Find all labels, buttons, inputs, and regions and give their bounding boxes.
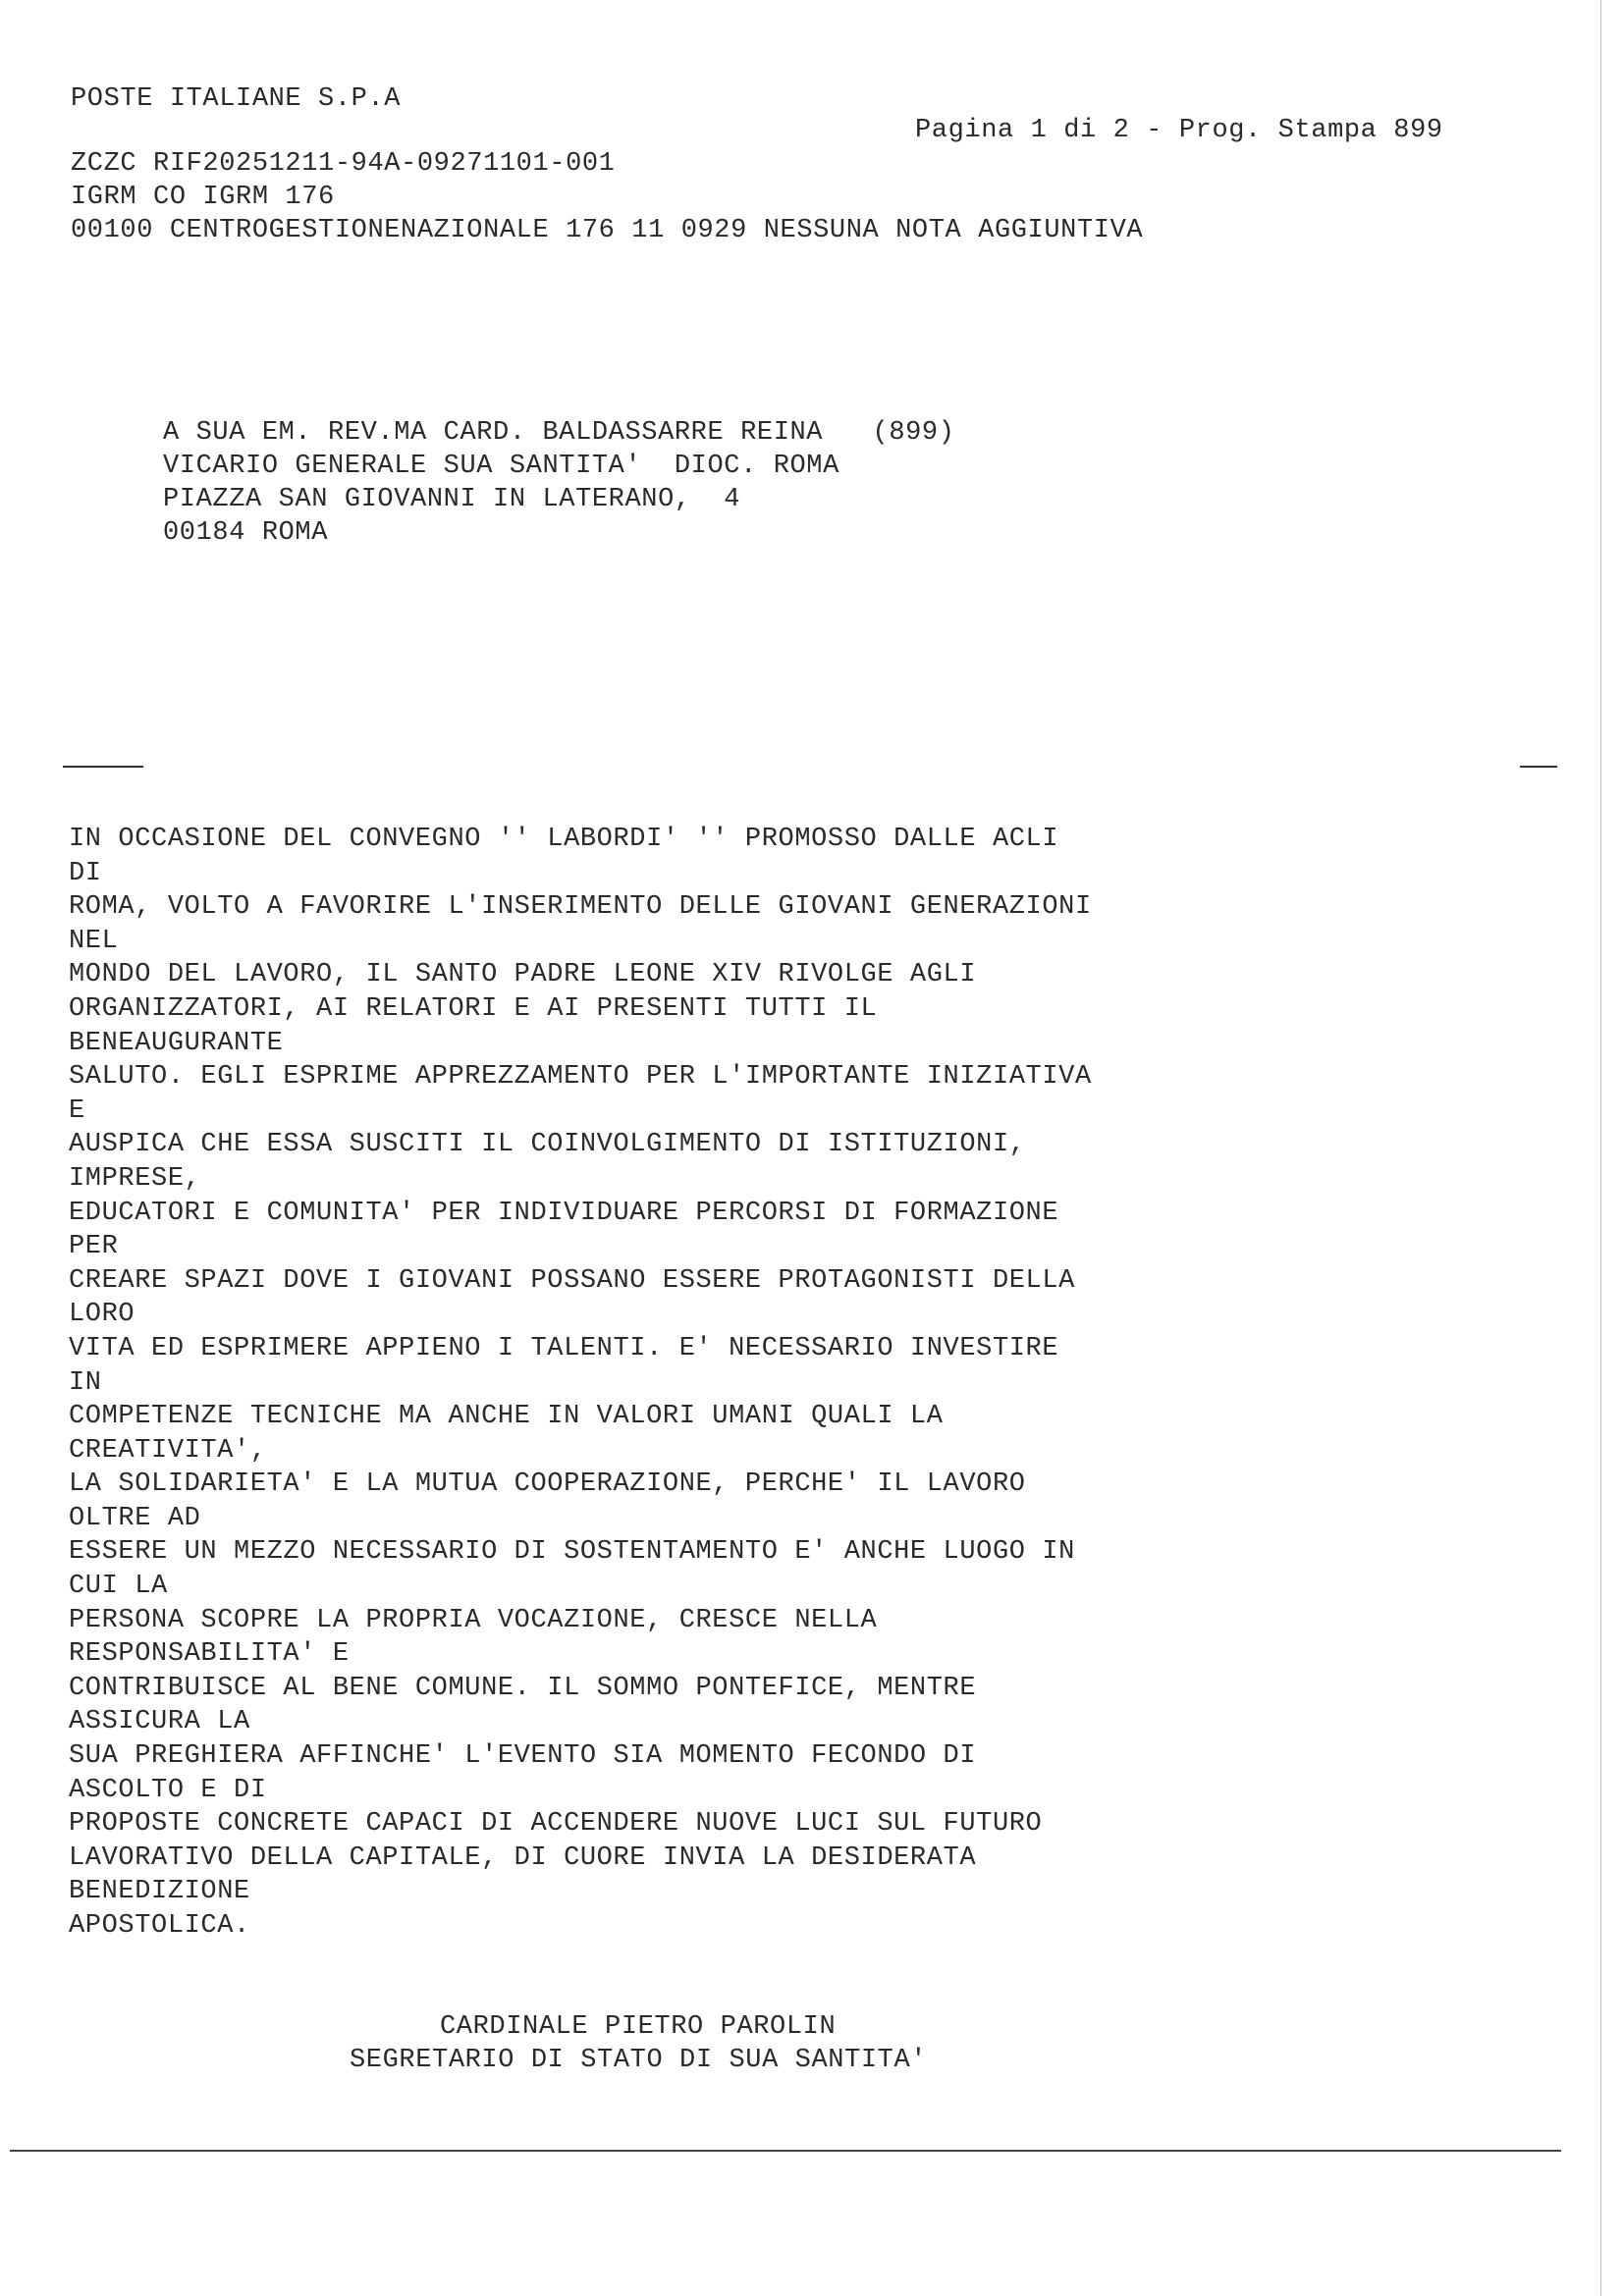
message-body bbox=[69, 823, 1092, 1944]
body-line: PER bbox=[69, 1232, 119, 1262]
recipient-address-line: A SUA EM. REV.MA CARD. BALDASSARRE REINA (899) bbox=[163, 418, 955, 448]
body-line: IN bbox=[69, 1367, 102, 1398]
body-line: PERSONA SCOPRE LA PROPRIA VOCAZIONE, CRESCE NELLA bbox=[69, 1605, 878, 1635]
body-line: NEL bbox=[69, 926, 119, 956]
page-indicator: Pagina 1 di 2 - Prog. Stampa 899 bbox=[915, 116, 1443, 145]
body-line: EDUCATORI E COMUNITA' PER INDIVIDUARE PERCORSI DI FORMAZIONE bbox=[69, 1198, 1059, 1228]
body-line: BENEAUGURANTE bbox=[69, 1028, 284, 1058]
body-line: APOSTOLICA. bbox=[69, 1911, 250, 1941]
body-line: CONTRIBUISCE AL BENE COMUNE. IL SOMMO PONTEFICE, MENTRE bbox=[69, 1673, 977, 1703]
body-line: LORO bbox=[69, 1300, 135, 1330]
body-line: IMPRESE, bbox=[69, 1163, 201, 1194]
routing-line: 00100 CENTROGESTIONENAZIONALE 176 11 0929 NESSUNA NOTA AGGIUNTIVA bbox=[71, 216, 1144, 245]
body-line: COMPETENZE TECNICHE MA ANCHE IN VALORI UMANI QUALI LA bbox=[69, 1402, 944, 1432]
scan-edge bbox=[1600, 0, 1601, 2296]
body-line: E bbox=[69, 1095, 85, 1126]
body-line: CREARE SPAZI DOVE I GIOVANI POSSANO ESSERE PROTAGONISTI DELLA bbox=[69, 1265, 1075, 1296]
body-line: ASSICURA LA bbox=[69, 1707, 250, 1737]
body-line: PROPOSTE CONCRETE CAPACI DI ACCENDERE NUOVE LUCI SUL FUTURO bbox=[69, 1809, 1043, 1840]
recipient-address-line: VICARIO GENERALE SUA SANTITA' DIOC. ROMA bbox=[163, 452, 839, 481]
body-line: RESPONSABILITA' E bbox=[69, 1639, 350, 1670]
separator-mark-left bbox=[63, 766, 143, 768]
body-line: SALUTO. EGLI ESPRIME APPREZZAMENTO PER L'IMPORTANTE INIZIATIVA bbox=[69, 1062, 1092, 1093]
body-line: ORGANIZZATORI, AI RELATORI E AI PRESENTI TUTTI IL bbox=[69, 993, 878, 1024]
body-line: IN OCCASIONE DEL CONVEGNO '' LABORDI' '' PROMOSSO DALLE ACLI bbox=[69, 825, 1059, 854]
telegram-reference: ZCZC RIF20251211-94A-09271101-001 bbox=[71, 149, 616, 179]
body-line: CUI LA bbox=[69, 1572, 168, 1602]
body-line: ASCOLTO E DI bbox=[69, 1775, 267, 1805]
body-line: DI bbox=[69, 858, 102, 888]
igrm-code: IGRM CO IGRM 176 bbox=[71, 183, 335, 212]
body-line: LA SOLIDARIETA' E LA MUTUA COOPERAZIONE, PERCHE' IL LAVORO bbox=[69, 1469, 1026, 1500]
sender-company: POSTE ITALIANE S.P.A bbox=[71, 84, 402, 114]
recipient-address-line: 00184 ROMA bbox=[163, 518, 329, 548]
body-line: ESSERE UN MEZZO NECESSARIO DI SOSTENTAMENTO E' ANCHE LUOGO IN bbox=[69, 1537, 1075, 1568]
body-line: LAVORATIVO DELLA CAPITALE, DI CUORE INVIA LA DESIDERATA bbox=[69, 1842, 977, 1873]
separator-mark-right bbox=[1520, 766, 1557, 768]
body-line: BENEDIZIONE bbox=[69, 1877, 250, 1907]
bottom-rule bbox=[10, 2150, 1561, 2152]
body-line: ROMA, VOLTO A FAVORIRE L'INSERIMENTO DELLE GIOVANI GENERAZIONI bbox=[69, 892, 1092, 923]
body-line: OLTRE AD bbox=[69, 1503, 201, 1533]
body-line: CREATIVITA', bbox=[69, 1435, 267, 1466]
body-line: AUSPICA CHE ESSA SUSCITI IL COINVOLGIMENTO DI ISTITUZIONI, bbox=[69, 1130, 1026, 1160]
signatory-name: CARDINALE PIETRO PAROLIN bbox=[440, 2012, 837, 2042]
recipient-address-line: PIAZZA SAN GIOVANNI IN LATERANO, 4 bbox=[163, 485, 741, 514]
body-line: VITA ED ESPRIMERE APPIENO I TALENTI. E' NECESSARIO INVESTIRE bbox=[69, 1333, 1059, 1363]
signatory-title: SEGRETARIO DI STATO DI SUA SANTITA' bbox=[350, 2046, 928, 2075]
body-line: MONDO DEL LAVORO, IL SANTO PADRE LEONE XIV RIVOLGE AGLI bbox=[69, 960, 977, 990]
body-line: SUA PREGHIERA AFFINCHE' L'EVENTO SIA MOMENTO FECONDO DI bbox=[69, 1741, 977, 1772]
